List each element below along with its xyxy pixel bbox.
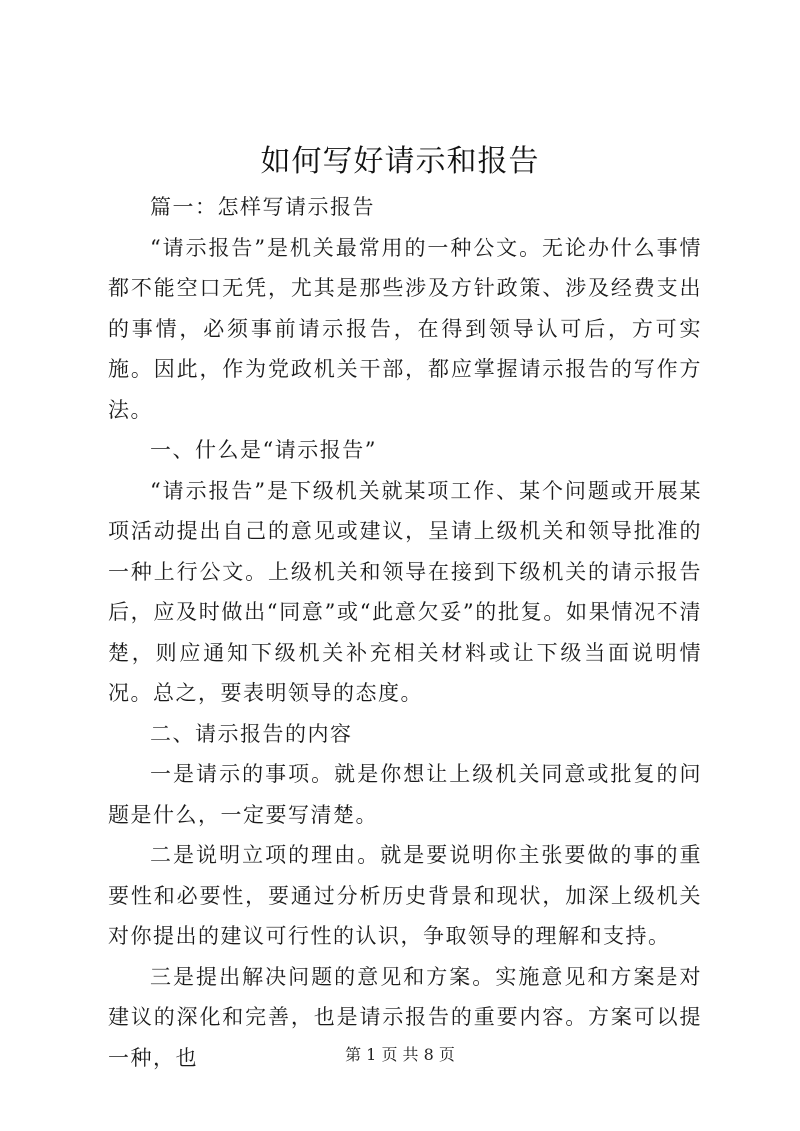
document-title: 如何写好请示和报告 [260, 144, 540, 179]
paragraph: 三是提出解决问题的意见和方案。实施意见和方案是对建议的深化和完善，也是请示报告的重要内容。方案可以提一种，也 [108, 964, 702, 1070]
paragraph: 一是请示的事项。就是你想让上级机关同意或批复的问题是什么，一定要写清楚。 [108, 762, 702, 827]
paragraph: 二是说明立项的理由。就是要说明你主张要做的事的重要性和必要性，要通过分析历史背景和现状，加深上级机关对你提出的建议可行性的认识，争取领导的理解和支持。 [108, 843, 702, 948]
paragraph: “请示报告”是下级机关就某项工作、某个问题或开展某项活动提出自己的意见或建议，呈请上级机关和领导批准的一种上行公文。上级机关和领导在接到下级机关的请示报告后，应及时做出“同意”或“此意欠妥”的批复。如果情况不清楚，则应通知下级机关补充相关材料或让下级当面说明情况。总之，要表明领导的态度。 [108, 478, 702, 705]
section-heading: 二、请示报告的内容 [150, 721, 353, 746]
paragraph: “请示报告”是机关最常用的一种公文。无论办什么事情都不能空口无凭，尤其是那些涉及方针政策、涉及经费支出的事情，必须事前请示报告，在得到领导认可后，方可实施。因此，作为党政机关干部，都应掌握请示报告的写作方法。 [108, 235, 702, 422]
document-body [108, 187, 702, 1078]
section-heading: 篇一：怎样写请示报告 [150, 195, 375, 219]
section-heading: 一、什么是“请示报告” [150, 438, 377, 462]
page-number-footer: 第 1 页 共 8 页 [345, 1045, 455, 1064]
